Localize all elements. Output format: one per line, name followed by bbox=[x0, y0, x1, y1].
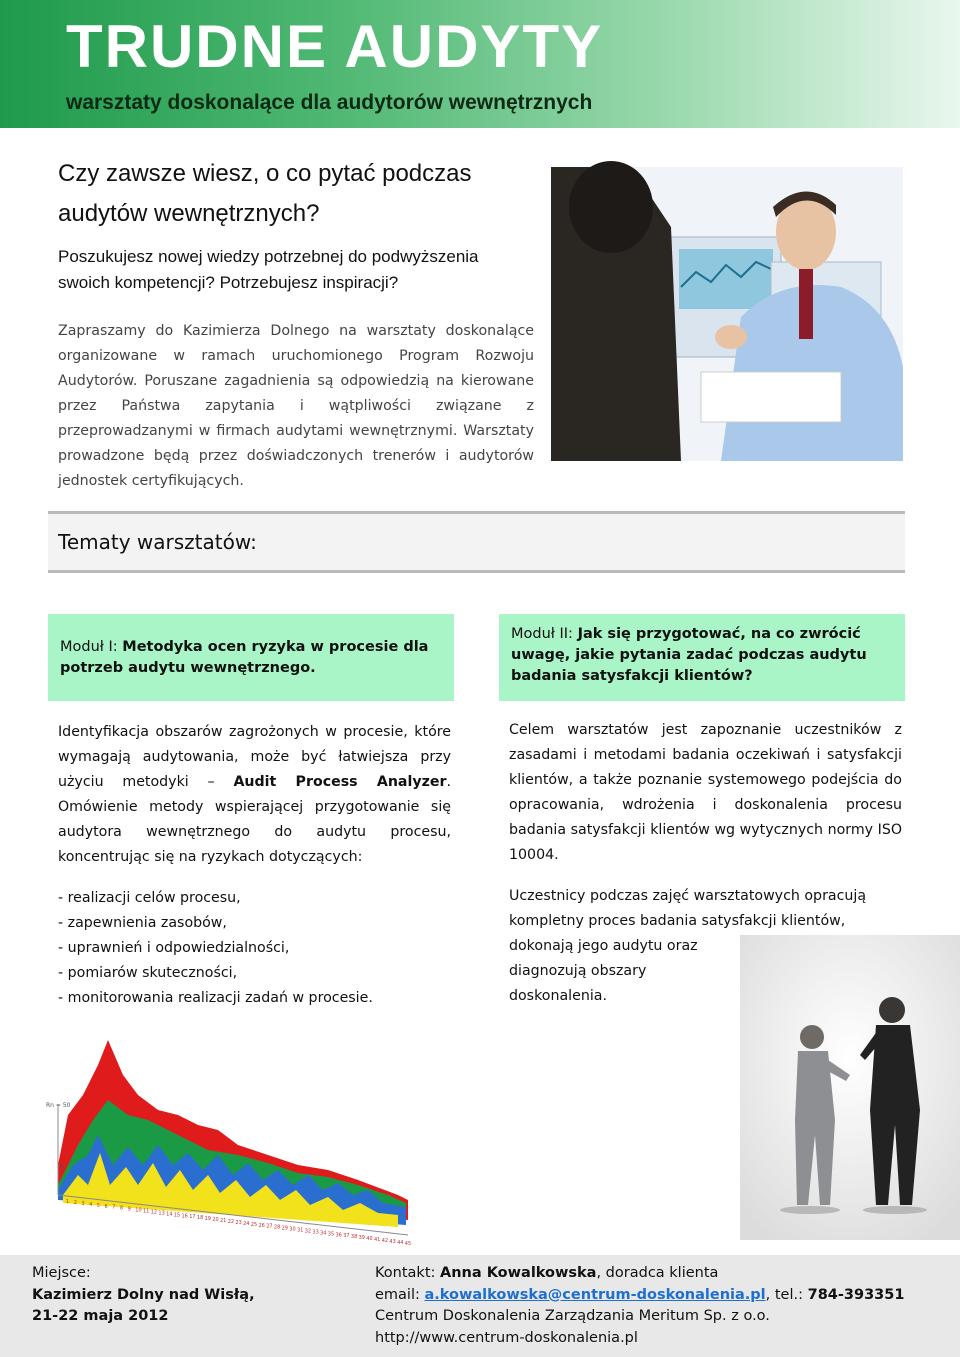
risk-list-item: - pomiarów skuteczności, bbox=[58, 965, 238, 981]
chart-tick-label: 9 bbox=[127, 1206, 131, 1213]
meeting-photo bbox=[551, 167, 903, 461]
chart-tick-label: 27 bbox=[266, 1223, 273, 1230]
website-link[interactable]: http://www.centrum-doskonalenia.pl bbox=[375, 1329, 638, 1346]
lead-sub-line1: Poszukujesz nowej wiedzy potrzebnej do podwyższenia bbox=[58, 247, 479, 266]
chart-tick-label: 26 bbox=[258, 1222, 265, 1229]
chart-tick-label: 18 bbox=[196, 1215, 204, 1222]
chart-tick-label: 35 bbox=[327, 1231, 335, 1238]
chart-tick-label: 1 bbox=[66, 1199, 70, 1205]
module-1-prefix: Moduł I: bbox=[60, 639, 118, 655]
chart-tick-label: 20 bbox=[212, 1217, 219, 1224]
module-2-line: dokonają jego audytu oraz bbox=[509, 938, 698, 954]
module-2-line: Uczestnicy podczas zajęć warsztatowych opracują bbox=[509, 888, 867, 904]
chart-tick-label: 40 bbox=[366, 1236, 373, 1243]
email-link[interactable]: a.kowalkowska@centrum-doskonalenia.pl bbox=[424, 1286, 766, 1303]
intro-paragraph: Zapraszamy do Kazimierza Dolnego na warsztaty doskonalące organizowane w ramach uruchomionego Program Rozwoju Audytorów. Poruszane zagadnienia są odpowiedzią na kierowane przez Państwa zapytania i wątpliwości związane z przeprowadzanymi w firmach audytami wewnętrznymi. Warsztaty prowadzone będą przez doświadczonych trenerów i audytorów jednostek certyfikujących. bbox=[58, 323, 534, 489]
lead-section bbox=[58, 154, 538, 296]
chart-tick-label: 21 bbox=[220, 1218, 227, 1224]
risk-list-item: - monitorowania realizacji zadań w procesie. bbox=[58, 990, 373, 1006]
chart-tick-label: 32 bbox=[304, 1228, 312, 1235]
module-1-text-c: . Omówienie metody wspierającej przygotowanie się audytora wewnętrznego do audytu procesu, koncentrując się na ryzykach dotyczących: bbox=[58, 774, 451, 865]
module-1-paragraph bbox=[58, 720, 451, 870]
chart-tick-label: 33 bbox=[312, 1229, 319, 1236]
lead-question bbox=[58, 154, 538, 234]
module-1-title: Metodyka ocen ryzyka w procesie dla potrzeb audytu wewnętrznego. bbox=[60, 639, 429, 676]
module-2-line: doskonalenia. bbox=[509, 988, 607, 1004]
module-2-title: Jak się przygotować, na co zwrócić uwagę, jakie pytania zadać podczas audytu badania satysfakcji klientów? bbox=[511, 626, 867, 684]
module-2-line: kompletny proces badania satysfakcji klientów, bbox=[509, 913, 846, 929]
topics-header bbox=[48, 511, 905, 573]
chart-tick-label: 13 bbox=[158, 1210, 165, 1217]
chart-tick-label: 8 bbox=[119, 1205, 124, 1212]
chart-tick-label: 7 bbox=[112, 1204, 116, 1211]
chart-tick-label: 10 bbox=[135, 1207, 142, 1214]
chart-tick-label: 34 bbox=[320, 1230, 327, 1237]
contact-info bbox=[375, 1263, 904, 1349]
module-2-line: diagnozują obszary bbox=[509, 963, 647, 979]
chart-tick-label: 24 bbox=[243, 1220, 250, 1227]
chart-tick-label: 12 bbox=[150, 1209, 158, 1216]
chart-tick-label: 3 bbox=[81, 1200, 85, 1207]
lead-question-line1: Czy zawsze wiesz, o co pytać podczas bbox=[58, 160, 472, 187]
chart-tick-label: 28 bbox=[273, 1224, 281, 1231]
lead-sub-line2: swoich kompetencji? Potrzebujesz inspiracji? bbox=[58, 273, 399, 292]
chart-tick-label: 22 bbox=[227, 1218, 235, 1225]
chart-tick-label: 44 bbox=[397, 1239, 404, 1246]
risk-chart-graphic bbox=[38, 1035, 442, 1247]
footer bbox=[0, 1255, 960, 1357]
module-1-box bbox=[48, 614, 454, 701]
event-place: Kazimierz Dolny nad Wisłą, bbox=[32, 1286, 255, 1303]
chart-tick-label: 31 bbox=[297, 1227, 304, 1234]
risk-list-item: - zapewnienia zasobów, bbox=[58, 915, 227, 931]
chart-tick-label: 19 bbox=[204, 1216, 211, 1223]
chart-tick-label: 36 bbox=[335, 1232, 342, 1239]
chart-tick-label: 14 bbox=[166, 1211, 173, 1218]
phone-label: , tel.: bbox=[765, 1286, 803, 1303]
email-line bbox=[375, 1285, 904, 1307]
chart-tick-label: 25 bbox=[250, 1221, 258, 1228]
chart-tick-label: 39 bbox=[358, 1235, 365, 1242]
chart-tick-label: 41 bbox=[374, 1237, 381, 1243]
chart-tick-label: 4 bbox=[89, 1201, 93, 1208]
page-subtitle: warsztaty doskonalące dla audytorów wewnętrznych bbox=[66, 91, 593, 114]
chart-tick-label: 15 bbox=[173, 1212, 181, 1219]
risk-list-item: - uprawnień i odpowiedzialności, bbox=[58, 940, 290, 956]
chart-tick-label: 2 bbox=[73, 1199, 77, 1206]
chart-tick-label: 29 bbox=[281, 1225, 288, 1232]
contact-role: , doradca klienta bbox=[596, 1265, 719, 1281]
topics-heading: Tematy warsztatów: bbox=[58, 530, 257, 554]
lead-subquestion bbox=[58, 244, 538, 296]
risk-list-item: - realizacji celów procesu, bbox=[58, 890, 241, 906]
event-info bbox=[32, 1263, 255, 1328]
contact-label: Kontakt: bbox=[375, 1265, 436, 1281]
chart-tick-label: 6 bbox=[104, 1203, 108, 1210]
event-date: 21-22 maja 2012 bbox=[32, 1308, 169, 1324]
chart-tick-label: 37 bbox=[343, 1233, 350, 1240]
chart-tick-label: 11 bbox=[143, 1208, 150, 1215]
email-label: email: bbox=[375, 1286, 420, 1303]
chart-tick-label: 43 bbox=[389, 1238, 396, 1245]
lead-question-line2: audytów wewnętrznych? bbox=[58, 200, 320, 227]
chart-zero-label: 0 bbox=[60, 1164, 64, 1171]
contact-line bbox=[375, 1263, 904, 1285]
module-1-text-a: Identyfikacja obszarów zagrożonych w procesie, które wymagają audytowania, może być łatwiejsza przy użyciu metodyki – bbox=[58, 724, 451, 790]
module-2-prefix: Moduł II: bbox=[511, 626, 573, 642]
contact-name: Anna Kowalkowska bbox=[440, 1265, 597, 1281]
phone-number: 784-393351 bbox=[807, 1286, 905, 1303]
chart-rn-label: Rn = 50 bbox=[46, 1102, 71, 1109]
chart-tick-label: 17 bbox=[189, 1214, 196, 1221]
module-2-paragraph-1: Celem warsztatów jest zapoznanie uczestników z zasadami i metodami badania oczekiwań i satysfakcji klientów, a także poznanie systemowego podejścia do opracowania, wdrożenia i doskonalenia procesu badania satysfakcji klientów wg wytycznych normy ISO 10004. bbox=[509, 722, 902, 863]
chart-tick-label: 38 bbox=[350, 1234, 358, 1241]
chart-tick-label: 16 bbox=[181, 1213, 188, 1220]
company-name: Centrum Doskonalenia Zarządzania Meritum Sp. z o.o. bbox=[375, 1308, 770, 1324]
chart-tick-label: 23 bbox=[235, 1219, 242, 1226]
chart-tick-label: 45 bbox=[404, 1240, 412, 1247]
page-title: TRUDNE AUDYTY bbox=[66, 13, 604, 80]
module-1-description bbox=[58, 720, 451, 1011]
chart-tick-label: 30 bbox=[289, 1226, 296, 1233]
header-banner bbox=[0, 0, 960, 128]
place-label: Miejsce: bbox=[32, 1265, 91, 1281]
module-2-box bbox=[499, 614, 905, 701]
chart-tick-label: 42 bbox=[381, 1237, 389, 1244]
chart-tick-label: 5 bbox=[96, 1202, 100, 1209]
businessmen-photo bbox=[740, 935, 960, 1240]
method-name: Audit Process Analyzer bbox=[233, 774, 447, 790]
